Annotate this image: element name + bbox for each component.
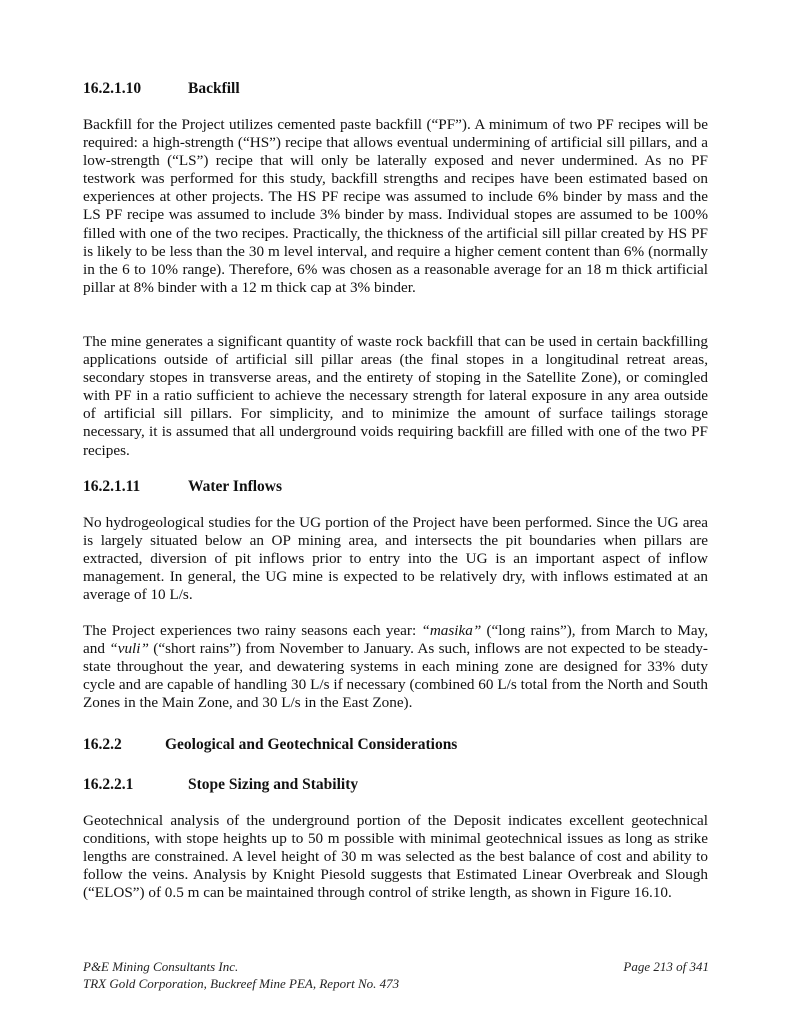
footer-company: P&E Mining Consultants Inc.	[83, 959, 239, 974]
paragraph-backfill-2: The mine generates a significant quantity of waste rock backfill that can be used in certain backfilling applications outside of artificial sill pillar areas (the final stopes in a longitudinal retreat areas, secondary stopes in transverse areas, and the entirety of stoping in the Satellite Zone), or comingled with PF in a ratio sufficient to achieve the necessary strength for lateral exposure in any area outside of artificial sill pillars. For simplicity, and to minimize the amount of surface tailings storage necessary, it is assumed that all underground voids requiring backfill are filled with one of the two PF recipes.	[83, 333, 708, 459]
section-title: Stope Sizing and Stability	[188, 776, 359, 793]
section-title: Geological and Geotechnical Considerations	[165, 736, 458, 753]
section-number: 16.2.2	[83, 736, 122, 753]
section-title: Water Inflows	[188, 478, 283, 495]
rainy-text-b: (“long rains”), from March to May, and	[83, 622, 708, 658]
section-heading-stope-sizing	[83, 776, 358, 794]
paragraph-water-1: No hydrogeological studies for the UG portion of the Project have been performed. Since the UG area is largely situated below an OP mining area, and intersects the pit boundaries when pillars are extracted, diversion of pit inflows prior to entry into the UG is an important aspect of inflow management. In general, the UG mine is expected to be relatively dry, with inflows estimated at an average of 10 L/s.	[83, 514, 708, 604]
paragraph-water-2	[83, 622, 708, 712]
rainy-text-c: (“short rains”) from November to January. As such, inflows are not expected to be steady-state throughout the year, and dewatering systems in each mining zone are designed for 33% duty cycle and are capable of handling 30 L/s if necessary (combined 60 L/s total from the North and South Zones in the Main Zone, and 30 L/s in the East Zone).	[83, 640, 708, 712]
term-vuli: “vuli”	[109, 640, 149, 658]
section-number: 16.2.1.11	[83, 478, 141, 495]
section-heading-geological	[83, 736, 457, 754]
section-number: 16.2.2.1	[83, 776, 134, 793]
footer-page-number: Page 213 of 341	[623, 959, 709, 974]
section-number: 16.2.1.10	[83, 80, 142, 97]
paragraph-stope-1: Geotechnical analysis of the underground portion of the Deposit indicates excellent geotechnical conditions, with stope heights up to 50 m possible with minimal geotechnical issues as long as strike lengths are constrained. A level height of 30 m was selected as the best balance of cost and ability to follow the veins. Analysis by Knight Piesold suggests that Estimated Linear Overbreak and Slough (“ELOS”) of 0.5 m can be maintained through control of strike length, as shown in Figure 16.10.	[83, 812, 708, 902]
rainy-text-a: The Project experiences two rainy seasons each year:	[83, 622, 422, 639]
section-heading-backfill	[83, 80, 240, 98]
paragraph-backfill-1: Backfill for the Project utilizes cemented paste backfill (“PF”). A minimum of two PF recipes will be required: a high-strength (“HS”) recipe that allows eventual undermining of artificial sill pillars, and a low-strength (“LS”) recipe that will only be laterally exposed and never undermined. As no PF testwork was performed for this study, backfill strengths and recipes have been estimated based on experiences at other projects. The HS PF recipe was assumed to include 6% binder by mass and the LS PF recipe was assumed to include 3% binder by mass. Individual stopes are assumed to be 100% filled with one of the two recipes. Practically, the thickness of the artificial sill pillar created by HS PF is likely to be less than the 30 m level interval, and require a higher cement content than 6% (normally in the 6 to 10% range). Therefore, 6% was chosen as a reasonable average for an 18 m thick artificial pillar at 8% binder with a 12 m thick cap at 3% binder.	[83, 116, 708, 296]
footer-report: TRX Gold Corporation, Buckreef Mine PEA, Report No. 473	[83, 976, 400, 991]
term-masika: “masika”	[421, 622, 482, 639]
page-footer	[83, 958, 709, 992]
section-title: Backfill	[188, 80, 240, 97]
section-heading-water-inflows	[83, 478, 282, 496]
